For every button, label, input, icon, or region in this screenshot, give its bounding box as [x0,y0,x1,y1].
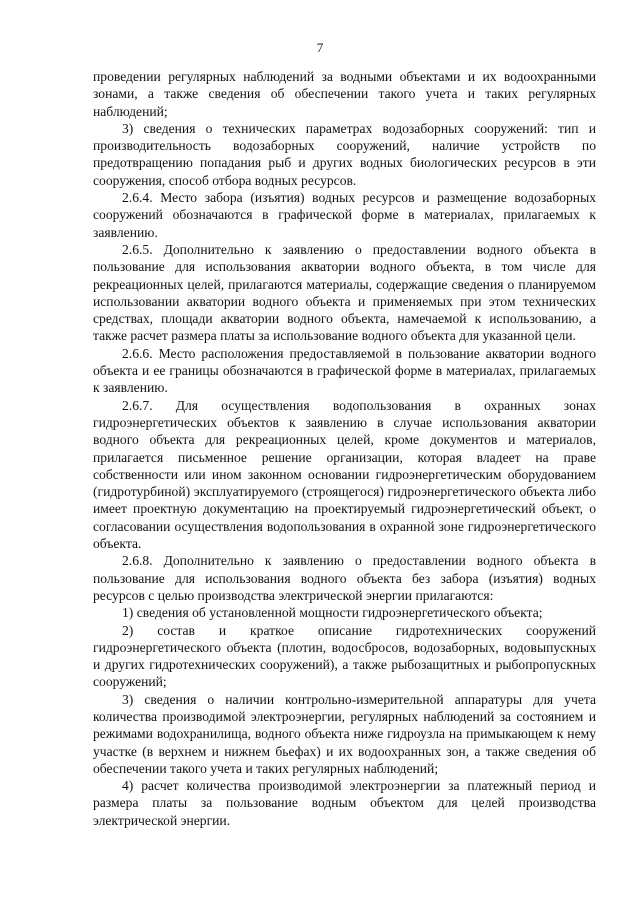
page-number: 7 [316,40,324,55]
list-item-3-instrumentation: 3) сведения о наличии контрольно-измерительной аппаратуры для учета количества производимой электроэнергии, регулярных наблюдений за состоянием и режимами водохранилища, водного объекта ниже гидроузла на примыкающем к нему участке (в верхнем и нижнем бьефах) и их водоохранных зон, а также сведения об обеспечении такого учета и таких регулярных наблюдений; [93,691,596,776]
paragraph-2-6-5: 2.6.5. Дополнительно к заявлению о предоставлении водного объекта в пользование для использования акватории водного объекта, в том числе для рекреационных целей, прилагаются материалы, содержащие сведения о планируемом использовании акватории водного объекта и применяемых при этом технических средствах, площади акватории водного объекта, намечаемой к использованию, а также расчет размера платы за использование водного объекта для указанной цели. [93,241,596,344]
paragraph-2-6-7: 2.6.7. Для осуществления водопользования в охранных зонах гидроэнергетических объектов к заявлению в случае использования акватории водного объекта для рекреационных целей, кроме документов и материалов, прилагается письменное решение организации, которая владеет на праве собственности или ином законном основании гидроэнергетическим оборудованием (гидротурбиной) эксплуатируемого (строящегося) гидроэнергетического объекта либо имеет проектную документацию на проектируемый гидроэнергетический объект, о согласовании осуществления водопользования в охранной зоне гидроэнергетического объекта. [93,397,596,552]
list-item-1-installed-capacity: 1) сведения об установленной мощности гидроэнергетического объекта; [122,605,543,621]
list-item-2-structures: 2) состав и краткое описание гидротехнических сооружений гидроэнергетического объекта (плотин, водосбросов, водозаборных, водовыпускных и других гидротехнических сооружений), а также рыбозащитных и рыбопропускных сооружений; [93,622,596,690]
paragraph-item-3-technical-parameters: 3) сведения о технических параметрах водозаборных сооружений: тип и производительность водозаборных сооружений, наличие устройств по предотвращению попадания рыб и других водных биологических ресурсов в эти сооружения, способ отбора водных ресурсов. [93,120,596,188]
document-body [93,68,596,829]
paragraph-2-6-8: 2.6.8. Дополнительно к заявлению о предоставлении водного объекта в пользование для использования водного объекта без забора (изъятия) водных ресурсов с целью производства электрической энергии прилагаются: [93,553,596,603]
list-item-4-electricity-calculation: 4) расчет количества производимой электроэнергии за платежный период и размера платы за пользование водным объектом для целей производства электрической энергии. [93,778,596,828]
paragraph-2-6-6: 2.6.6. Место расположения предоставляемой в пользование акватории водного объекта и ее границы обозначаются в графической форме в материалах, прилагаемых к заявлению. [93,345,596,396]
paragraph-continuation: проведении регулярных наблюдений за водными объектами и их водоохранными зонами, а также сведения об обеспечении такого учета и таких регулярных наблюдений; [93,69,596,119]
paragraph-2-6-4: 2.6.4. Место забора (изъятия) водных ресурсов и размещение водозаборных сооружений обозначаются в графической форме в материалах, прилагаемых к заявлению. [93,190,596,240]
